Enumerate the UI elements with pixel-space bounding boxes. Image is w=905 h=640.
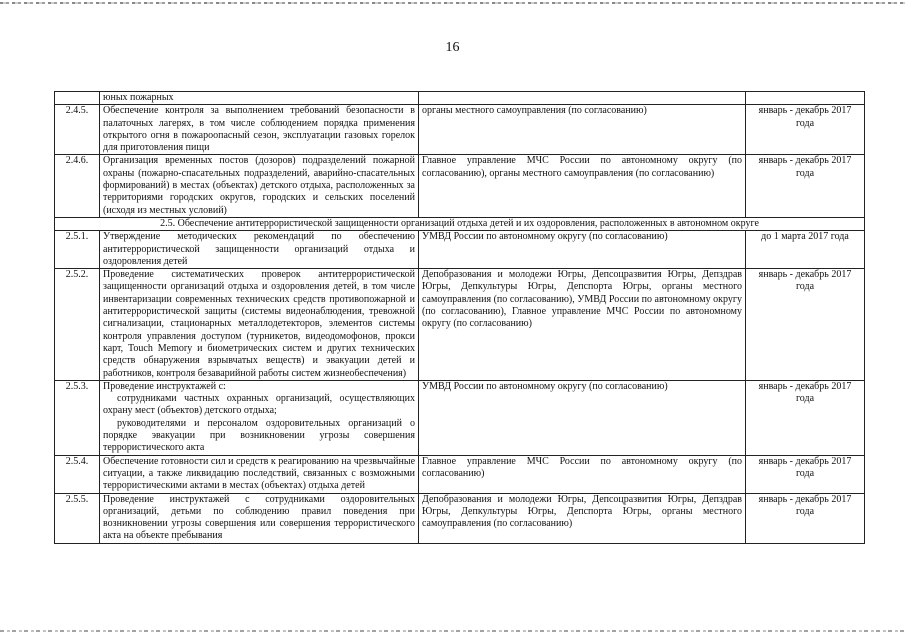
row-number: 2.5.5. (55, 493, 100, 543)
row-number: 2.5.1. (55, 231, 100, 269)
table-row (55, 455, 865, 493)
plan-table (54, 91, 865, 544)
action-text: юных пожарных (103, 92, 174, 103)
row-executor: органы местного самоуправления (по согласованию) (419, 105, 746, 155)
row-term: январь - декабрь 2017 года (746, 105, 865, 155)
row-executor (419, 92, 746, 105)
table-row (55, 493, 865, 543)
table-row (55, 231, 865, 269)
row-action (100, 493, 419, 543)
section-heading: 2.5. Обеспечение антитеррористической защищенности организаций отдыха детей и их оздоровления, расположенных в автономном округе (55, 217, 865, 230)
row-term: январь - декабрь 2017 года (746, 455, 865, 493)
action-text: Обеспечение контроля за выполнением требований безопасности в палаточных лагерях, в том числе соблюдением порядка применения открытого огня в пожароопасный сезон, эксплуатации газовых горелок для приготовления пищи (103, 105, 415, 154)
row-action (100, 455, 419, 493)
action-text: Проведение инструктажей с сотрудниками оздоровительных организаций, детьми по соблюдению правил поведения при возникновении угрозы совершения или совершения террористического акта на объекте пребывания (103, 493, 415, 542)
table-row (55, 380, 865, 455)
row-term: январь - декабрь 2017 года (746, 380, 865, 455)
row-action (100, 231, 419, 269)
action-text: сотрудниками частных охранных организаций, осуществляющих охрану мест (объектов) детского отдыха; (103, 393, 415, 417)
table-row (55, 269, 865, 381)
row-number: 2.5.3. (55, 380, 100, 455)
row-action (100, 105, 419, 155)
action-text: Обеспечение готовности сил и средств к реагированию на чрезвычайные ситуации, а также ликвидацию последствий, связанных с возможными террористическими актами в местах (объектах) отдыха детей (103, 455, 416, 492)
action-text: Утверждение методических рекомендаций по обеспечению антитеррористической защищенности организаций отдыха и оздоровления детей (103, 231, 415, 267)
scan-edge-top (0, 2, 905, 4)
row-action (100, 380, 419, 455)
action-text: Проведение систематических проверок антитеррористической защищенности организаций отдыха и оздоровления детей, в том числе инвентаризации современных технических средств противопожарной и антитеррористической защиты (системы видеонаблюдения, тревожной сигнализации, стационарных металлодетекторов, элементов системы контроля управления доступом (турникетов, видеодомофонов, прокси карт, Touch Memory и биометрических систем и других технических средств обнаружения взрывчатых веществ) и эвакуации детей и работников, контроля безаварийной работы систем жизнеобеспечения) (103, 269, 415, 379)
row-executor: УМВД России по автономному округу (по согласованию) (419, 380, 746, 455)
table-row (55, 92, 865, 105)
row-executor: Главное управление МЧС России по автономному округу (по согласованию) (419, 455, 746, 493)
row-executor: Главное управление МЧС России по автономному округу (по согласованию), органы местного самоуправления (по согласованию) (419, 155, 746, 217)
row-term: до 1 марта 2017 года (746, 231, 865, 269)
row-term (746, 92, 865, 105)
row-number (55, 92, 100, 105)
row-executor: УМВД России по автономному округу (по согласованию) (419, 231, 746, 269)
scan-edge-bottom (0, 630, 905, 632)
row-executor: Депобразования и молодежи Югры, Депсоцразвития Югры, Депздрав Югры, Депкультуры Югры, Депспорта Югры, органы местного самоуправления (по согласованию) (419, 493, 746, 543)
row-number: 2.5.2. (55, 269, 100, 381)
table-row (55, 105, 865, 155)
row-executor: Депобразования и молодежи Югры, Депсоцразвития Югры, Депздрав Югры, Депкультуры Югры, Депспорта Югры, органы местного самоуправления (по согласованию), УМВД России по автономному округу (по согласованию), Главное управление МЧС России по автономному округу (по согласованию) (419, 269, 746, 381)
row-action (100, 269, 419, 381)
action-text: Проведение инструктажей с: (103, 380, 226, 392)
section-row (55, 217, 865, 230)
row-term: январь - декабрь 2017 года (746, 269, 865, 381)
row-action (100, 92, 419, 105)
action-text: Организация временных постов (дозоров) подразделений пожарной охраны (пожарно-спасательных подразделений, аварийно-спасательных формирований) в местах (объектах) детского отдыха, расположенных за территориями городских округов, городских и сельских поселений (исходя из местных условий) (103, 155, 415, 216)
row-number: 2.5.4. (55, 455, 100, 493)
row-action (100, 155, 419, 217)
row-term: январь - декабрь 2017 года (746, 493, 865, 543)
page-number: 16 (445, 40, 460, 55)
row-number: 2.4.5. (55, 105, 100, 155)
table-row (55, 155, 865, 217)
row-number: 2.4.6. (55, 155, 100, 217)
row-term: январь - декабрь 2017 года (746, 155, 865, 217)
action-text: руководителями и персоналом оздоровительных организаций о порядке эвакуации при возникновении угрозы совершения террористического акта (103, 417, 415, 454)
